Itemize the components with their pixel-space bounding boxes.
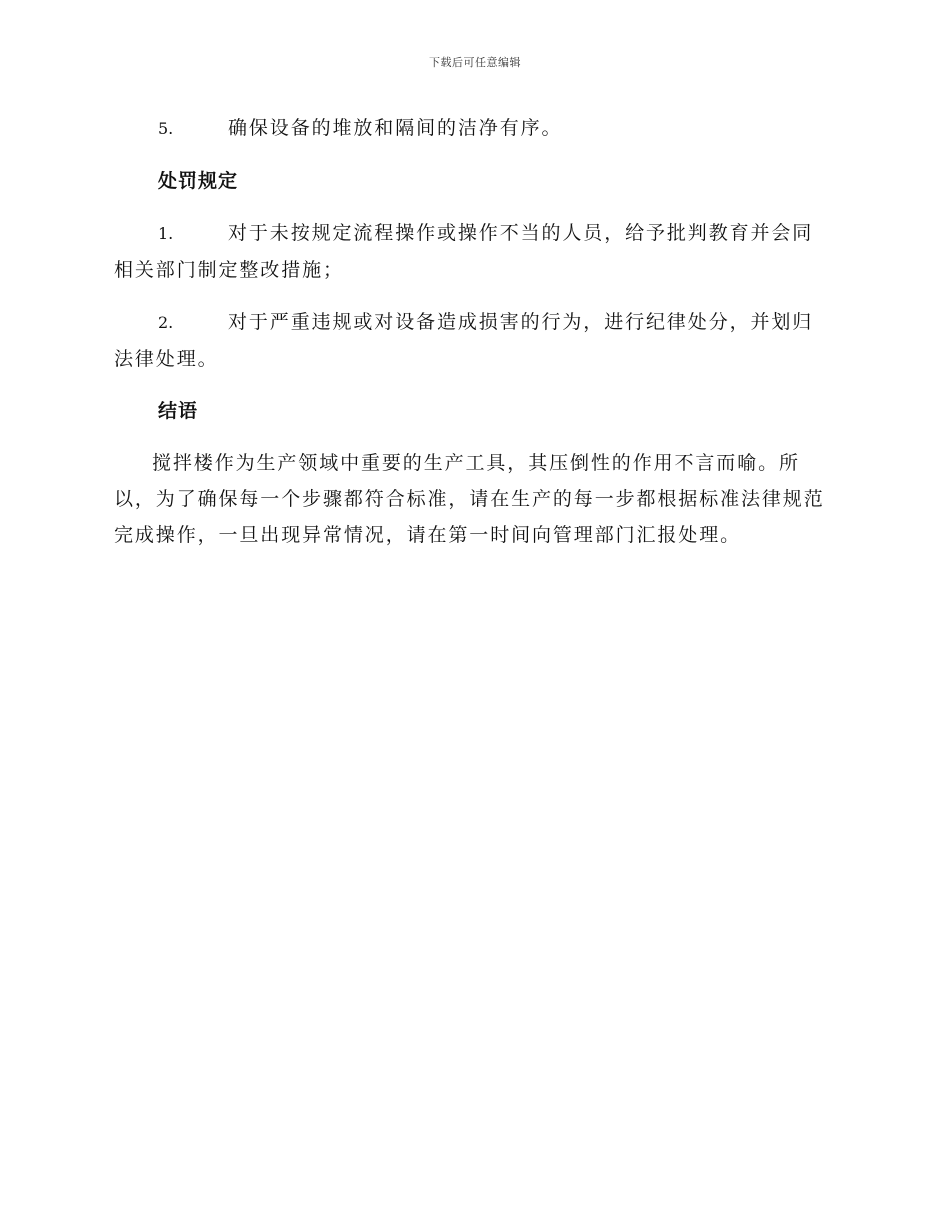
list-item-text: 对于严重违规或对设备造成损害的行为，进行纪律处分，并划归法律处理。 <box>114 311 814 370</box>
header-text: 下载后可任意编辑 <box>429 56 521 69</box>
list-item-number: 1. <box>158 224 174 243</box>
section-heading-conclusion: 结语 <box>158 400 199 422</box>
conclusion-paragraph: 搅拌楼作为生产领域中重要的生产工具，其压倒性的作用不言而喻。所以，为了确保每一个步骤都符合标准，请在生产的每一步都根据标准法律规范完成操作，一旦出现异常情况，请在第一时间向管理部门汇报处理。 <box>114 452 825 546</box>
list-item-number: 2. <box>158 313 174 332</box>
document-body <box>114 110 832 553</box>
penalty-item-1 <box>114 215 832 288</box>
list-item-text: 确保设备的堆放和隔间的洁净有序。 <box>228 117 563 139</box>
page-header <box>0 54 950 70</box>
list-item-text: 对于未按规定流程操作或操作不当的人员，给予批判教育并会同相关部门制定整改措施； <box>114 222 814 281</box>
list-item-number: 5. <box>158 119 174 138</box>
penalty-item-2 <box>114 304 832 377</box>
section-heading-penalty: 处罚规定 <box>158 170 239 192</box>
list-item-5 <box>114 110 832 147</box>
